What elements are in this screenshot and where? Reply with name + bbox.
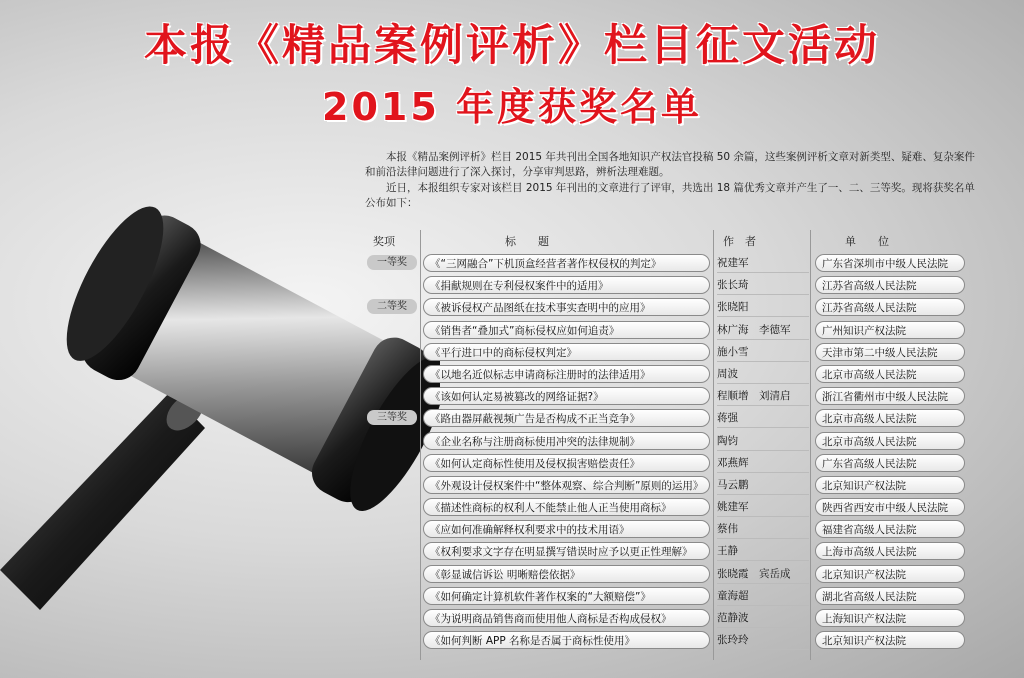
table-row bbox=[365, 296, 975, 318]
award-label: 三等奖 bbox=[367, 410, 417, 425]
table-row bbox=[365, 607, 975, 629]
table-row bbox=[365, 585, 975, 607]
author-unit: 北京知识产权法院 bbox=[815, 476, 965, 494]
author-unit: 江苏省高级人民法院 bbox=[815, 298, 965, 316]
article-title: 《捐献规则在专利侵权案件中的适用》 bbox=[423, 276, 710, 294]
author-unit: 北京知识产权法院 bbox=[815, 631, 965, 649]
table-row bbox=[365, 518, 975, 540]
author-unit: 江苏省高级人民法院 bbox=[815, 276, 965, 294]
article-author: 王静 bbox=[717, 542, 809, 561]
award-label: 二等奖 bbox=[367, 299, 417, 314]
table-row bbox=[365, 319, 975, 341]
article-title: 《描述性商标的权利人不能禁止他人正当使用商标》 bbox=[423, 498, 710, 516]
article-title: 《路由器屏蔽视频广告是否构成不正当竞争》 bbox=[423, 409, 710, 427]
table-body bbox=[365, 252, 975, 651]
article-title: 《“三网融合”下机顶盒经营者著作权侵权的判定》 bbox=[423, 254, 710, 272]
article-title: 《销售者“叠加式”商标侵权应如何追责》 bbox=[423, 321, 710, 339]
award-table bbox=[365, 230, 975, 651]
article-author: 姚建军 bbox=[717, 498, 809, 517]
article-author: 蒋强 bbox=[717, 409, 809, 428]
author-unit: 湖北省高级人民法院 bbox=[815, 587, 965, 605]
article-author: 范静波 bbox=[717, 609, 809, 628]
table-row bbox=[365, 407, 975, 429]
author-unit: 上海知识产权法院 bbox=[815, 609, 965, 627]
article-title: 《彰显诚信诉讼 明晰赔偿依据》 bbox=[423, 565, 710, 583]
author-unit: 浙江省衢州市中级人民法院 bbox=[815, 387, 965, 405]
article-author: 张晓霞 宾岳成 bbox=[717, 565, 809, 584]
article-author: 马云鹏 bbox=[717, 476, 809, 495]
headline-line2: 2015 年度获奖名单 bbox=[322, 85, 702, 129]
intro-text bbox=[365, 150, 975, 212]
table-row bbox=[365, 252, 975, 274]
table-row bbox=[365, 474, 975, 496]
author-unit: 北京市高级人民法院 bbox=[815, 432, 965, 450]
article-author: 程顺增 刘清启 bbox=[717, 387, 809, 406]
table-row bbox=[365, 274, 975, 296]
table-row bbox=[365, 496, 975, 518]
table-header bbox=[365, 230, 975, 252]
article-title: 《如何认定商标性使用及侵权损害赔偿责任》 bbox=[423, 454, 710, 472]
table-row bbox=[365, 540, 975, 562]
article-title: 《为说明商品销售商而使用他人商标是否构成侵权》 bbox=[423, 609, 710, 627]
author-unit: 陕西省西安市中级人民法院 bbox=[815, 498, 965, 516]
headline-line1: 本报《精品案例评析》栏目征文活动 bbox=[144, 21, 880, 71]
author-unit: 广东省高级人民法院 bbox=[815, 454, 965, 472]
article-author: 陶钧 bbox=[717, 432, 809, 451]
header-unit: 单 位 bbox=[845, 235, 889, 248]
article-title: 《该如何认定易被篡改的网络证据?》 bbox=[423, 387, 710, 405]
article-title: 《以地名近似标志申请商标注册时的法律适用》 bbox=[423, 365, 710, 383]
article-title: 《外观设计侵权案件中“整体观察、综合判断”原则的运用》 bbox=[423, 476, 710, 494]
table-row bbox=[365, 430, 975, 452]
article-title: 《如何判断 APP 名称是否属于商标性使用》 bbox=[423, 631, 710, 649]
table-row bbox=[365, 385, 975, 407]
article-author: 张玲玲 bbox=[717, 631, 809, 650]
article-author: 童海超 bbox=[717, 587, 809, 606]
article-author: 蔡伟 bbox=[717, 520, 809, 539]
intro-paragraph-1: 本报《精品案例评析》栏目 2015 年共刊出全国各地知识产权法官投稿 50 余篇，这些案例评析文章对新类型、疑难、复杂案件和前沿法律问题进行了深入探讨，分享审判思路，辨析法理难题。 bbox=[365, 151, 975, 178]
award-label: 一等奖 bbox=[367, 255, 417, 270]
article-author: 施小雪 bbox=[717, 343, 809, 362]
author-unit: 福建省高级人民法院 bbox=[815, 520, 965, 538]
author-unit: 北京市高级人民法院 bbox=[815, 409, 965, 427]
table-row bbox=[365, 341, 975, 363]
header-author: 作 者 bbox=[723, 235, 756, 248]
article-title: 《如何确定计算机软件著作权案的“大额赔偿”》 bbox=[423, 587, 710, 605]
article-author: 祝建军 bbox=[717, 254, 809, 273]
header-title: 标 题 bbox=[505, 235, 549, 248]
article-author: 邓燕辉 bbox=[717, 454, 809, 473]
article-title: 《权利要求文字存在明显撰写错误时应予以更正性理解》 bbox=[423, 542, 710, 560]
article-title: 《平行进口中的商标侵权判定》 bbox=[423, 343, 710, 361]
author-unit: 广州知识产权法院 bbox=[815, 321, 965, 339]
article-title: 《被诉侵权产品图纸在技术事实查明中的应用》 bbox=[423, 298, 710, 316]
table-row bbox=[365, 629, 975, 651]
article-author: 周波 bbox=[717, 365, 809, 384]
article-title: 《应如何准确解释权利要求中的技术用语》 bbox=[423, 520, 710, 538]
author-unit: 天津市第二中级人民法院 bbox=[815, 343, 965, 361]
author-unit: 广东省深圳市中级人民法院 bbox=[815, 254, 965, 272]
table-row bbox=[365, 563, 975, 585]
author-unit: 上海市高级人民法院 bbox=[815, 542, 965, 560]
article-title: 《企业名称与注册商标使用冲突的法律规制》 bbox=[423, 432, 710, 450]
table-row bbox=[365, 363, 975, 385]
article-author: 张晓阳 bbox=[717, 298, 809, 317]
article-author: 林广海 李德军 bbox=[717, 321, 809, 340]
author-unit: 北京市高级人民法院 bbox=[815, 365, 965, 383]
article-author: 张长琦 bbox=[717, 276, 809, 295]
author-unit: 北京知识产权法院 bbox=[815, 565, 965, 583]
table-row bbox=[365, 452, 975, 474]
intro-paragraph-2: 近日，本报组织专家对该栏目 2015 年刊出的文章进行了评审，共选出 18 篇优秀文章并产生了一、二、三等奖。现将获奖名单公布如下： bbox=[365, 182, 975, 209]
header-award: 奖项 bbox=[373, 235, 395, 248]
